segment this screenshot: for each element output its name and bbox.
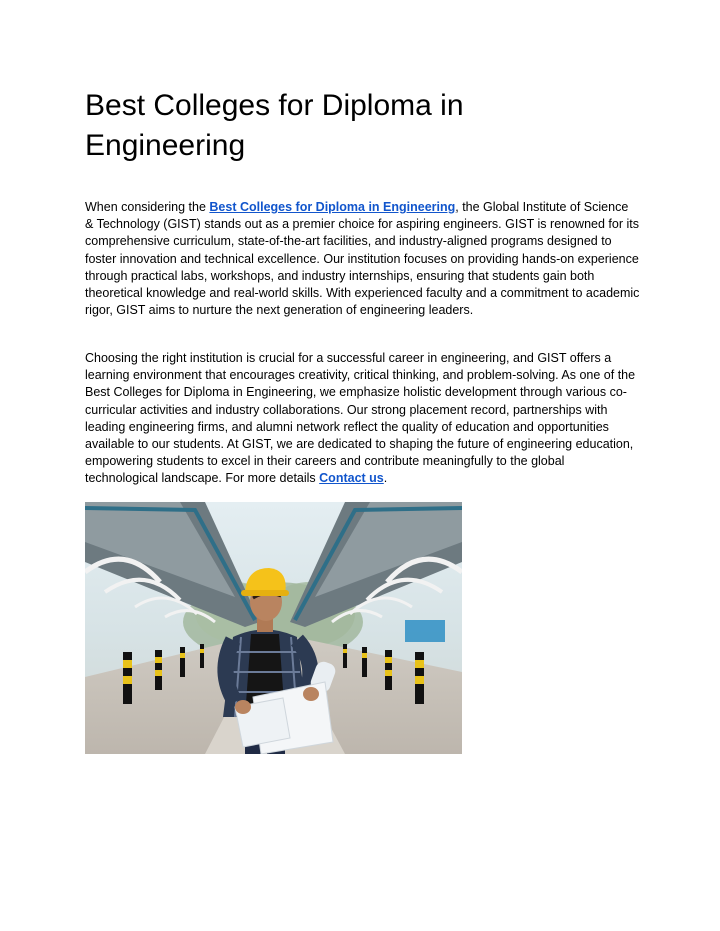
second-text-after-link: . <box>383 471 388 486</box>
second-paragraph <box>85 350 640 488</box>
engineer-photo-illustration <box>85 502 462 754</box>
second-text-before-link: Choosing the right institution is crucial for a successful career in engineering, and GIST offers a learning environment that encourages creativity, critical thinking, and problem-solving. As one of the Best Colleges for Diploma in Engineering, we emphasize holistic development through various co-curricular activities and industry collaborations. Our strong placement record, partnerships with leading engineering firms, and alumni network reflect the quality of education and opportunities available to our students. At GIST, we are dedicated to shaping the future of engineering education, empowering students to excel in their careers and contribute meaningfully to the global technological landscape. For more details <box>85 351 636 486</box>
engineer-photo <box>85 502 462 754</box>
intro-paragraph <box>85 199 640 319</box>
contact-us-link[interactable]: Contact us <box>319 471 384 486</box>
intro-text-after-link: , the Global Institute of Science & Technology (GIST) stands out as a premier choice for aspiring engineers. GIST is renowned for its comprehensive curriculum, state-of-the-art facilities, and industry-aligned programs designed to foster innovation and technical excellence. Our institution focuses on providing hands-on experience through practical labs, workshops, and industry internships, ensuring that students gain both theoretical knowledge and real-world skills. With experienced faculty and a commitment to academic rigor, GIST aims to nurture the next generation of engineering leaders. <box>85 200 640 318</box>
intro-text-before-link: When considering the <box>85 200 210 214</box>
page-title: Best Colleges for Diploma in Engineering <box>85 89 464 162</box>
best-colleges-link[interactable]: Best Colleges for Diploma in Engineering <box>209 200 456 214</box>
